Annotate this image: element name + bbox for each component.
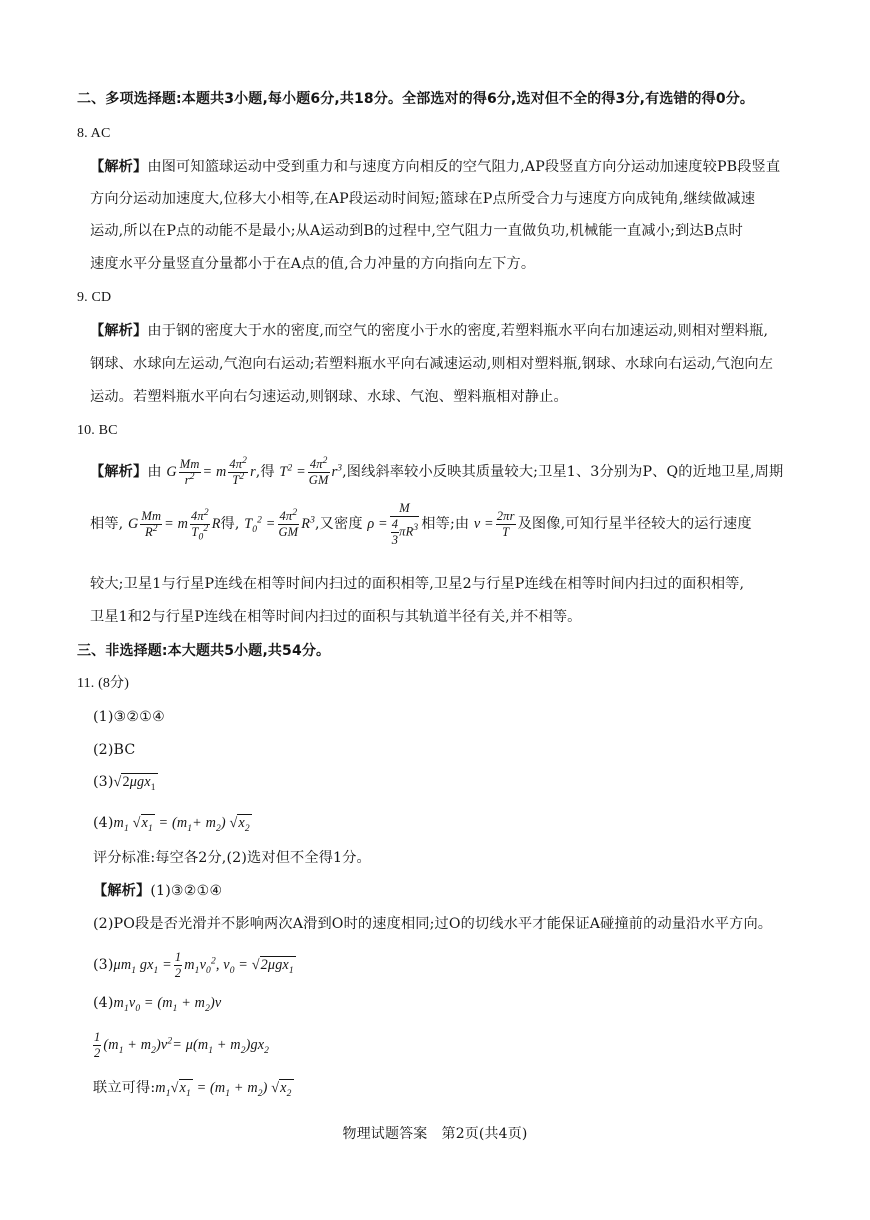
conclusion-prefix: 联立可得: xyxy=(93,1080,156,1096)
formula-momentum-result: $m_1$ $√x_1 = (m_1+ m_2)$ $√x_2$ xyxy=(113,815,250,834)
q10-text: 及图像,可知行星半径较大的运行速度 xyxy=(517,515,752,532)
section-3-heading: 三、非选择题:本大题共5小题,共54分。 xyxy=(77,643,331,659)
formula-friction-work: $\frac{1}{2}$ $(m_1 + m_2)v^2= \mu(m_1 + m_2)gx_2$ xyxy=(94,1030,270,1061)
q9-explanation-line-2: 钢球、水球向左运动,气泡向右运动;若塑料瓶水平向右减速运动,则相对塑料瓶,钢球、水球向右运动,气泡向左 xyxy=(90,356,774,372)
q10-text: ,图线斜率较小反映其质量较大;卫星1、3分别为P、Q的近地卫星,周期 xyxy=(342,464,784,480)
q11-text: (1)③②①④ xyxy=(150,883,223,899)
q11-grading: 评分标准:每空各2分,(2)选对但不全得1分。 xyxy=(93,850,371,866)
q11-explanation-line-6 xyxy=(93,1078,294,1098)
explanation-tag: 【解析】 xyxy=(90,323,148,339)
explanation-tag: 【解析】 xyxy=(93,883,151,899)
formula-velocity: v = $\frac{2\pi r}{T}$ xyxy=(473,509,515,539)
q10-answer: 10. BC xyxy=(77,423,118,438)
q8-text-1: 由图可知篮球运动中受到重力和与速度方向相反的空气阻力,AP段竖直方向分运动加速度较PB段竖直 xyxy=(147,159,781,175)
section-2-heading: 二、多项选择题:本题共3小题,每小题6分,共18分。全部选对的得6分,选对但不全的得3分,有选错的得0分。 xyxy=(77,91,755,107)
q8-explanation-line-3: 运动,所以在P点的动能不是最小;从A运动到B的过程中,空气阻力一直做负功,机械能一直减小;到达B点时 xyxy=(90,223,743,239)
q9-text-1: 由于钢的密度大于水的密度,而空气的密度小于水的密度,若塑料瓶水平向右加速运动,则相对塑料瓶, xyxy=(147,323,769,339)
q11-explanation-line-3 xyxy=(93,948,296,982)
q9-answer: 9. CD xyxy=(77,290,112,305)
formula-sqrt-2ugx1: √2μgx$_1$ xyxy=(113,774,156,793)
q11-answer-3 xyxy=(93,772,158,792)
explanation-tag: 【解析】 xyxy=(90,464,148,480)
answer-label: (3) xyxy=(93,774,114,790)
formula-energy: $\mu m_1$ $gx_1$ = $\frac{1}{2}$ $m_1v_0^2$, $v_0 = √2\mu gx_1$ xyxy=(113,950,294,981)
formula-gravity: G $\frac{Mm}{r^2}$ = m $\frac{4\pi^2}{T^2}$ r xyxy=(166,456,256,488)
page-footer: 物理试题答案 第2页(共4页) xyxy=(342,1126,528,1142)
q11-answer-2: (2)BC xyxy=(93,742,136,758)
q11-explanation-line-1 xyxy=(93,881,222,901)
q10-explanation-line-3: 较大;卫星1与行星P连线在相等时间内扫过的面积相等,卫星2与行星P连线在相等时间内扫过的面积相等, xyxy=(90,576,745,592)
answer-label: (3) xyxy=(93,957,114,973)
q8-explanation-line-1 xyxy=(90,157,780,177)
q11-explanation-line-4 xyxy=(93,993,221,1013)
formula-t0: $T_0^2$ = $\frac{4\pi^2}{GM}$ $R^3$ xyxy=(244,507,315,539)
q10-text: ,得 xyxy=(255,464,275,480)
q9-explanation-line-3: 运动。若塑料瓶水平向右匀速运动,则钢球、水球、气泡、塑料瓶相对静止。 xyxy=(90,389,568,405)
q10-text: 由 xyxy=(147,464,162,480)
q10-explanation-line-4: 卫星1和2与行星P连线在相等时间内扫过的面积与其轨道半径有关,并不相等。 xyxy=(90,609,582,625)
q11-explanation-line-2: (2)PO段是否光滑并不影响两次A滑到O时的速度相同;过O的切线水平才能保证A碰撞前的动量沿水平方向。 xyxy=(93,916,773,932)
q10-text: ,又密度 xyxy=(314,515,363,532)
q10-explanation-line-1 xyxy=(90,455,783,489)
answer-label: (4) xyxy=(93,815,114,831)
formula-final: $m_1√x_1 = (m_1 + m_2)$ $√x_2$ xyxy=(155,1080,292,1099)
formula-period: $T^2$ = $\frac{4\pi^2}{GM}$ $r^3$ xyxy=(279,456,343,488)
q11-answer: 11. (8分) xyxy=(77,676,130,691)
explanation-tag: 【解析】 xyxy=(90,159,148,175)
q8-explanation-line-2: 方向分运动加速度大,位移大小相等,在AP段运动时间短;篮球在P点所受合力与速度方向成钝角,继续做减速 xyxy=(90,191,756,207)
q9-explanation-line-1 xyxy=(90,321,768,341)
q11-answer-4 xyxy=(93,813,252,833)
answer-label: (4) xyxy=(93,995,114,1011)
q10-explanation-line-2 xyxy=(90,501,752,548)
q10-text: 相等;由 xyxy=(421,515,470,532)
formula-surface: G $\frac{Mm}{R^2}$ = m $\frac{4\pi^2}{T_0^2}$ R xyxy=(128,507,221,543)
q10-text: 相等, xyxy=(90,515,124,532)
q8-explanation-line-4: 速度水平分量竖直分量都小于在A点的值,合力冲量的方向指向左下方。 xyxy=(90,256,536,272)
q11-explanation-line-5 xyxy=(93,1028,269,1062)
formula-conservation: $m_1v_0 = (m_1 + m_2)v$ xyxy=(113,995,222,1014)
formula-density: ρ = M $\frac{4}{3}$ $\pi R^3$ xyxy=(367,501,419,547)
q11-answer-1: (1)③②①④ xyxy=(93,709,166,725)
q8-answer: 8. AC xyxy=(77,126,111,141)
q10-text: 得, xyxy=(220,515,240,532)
